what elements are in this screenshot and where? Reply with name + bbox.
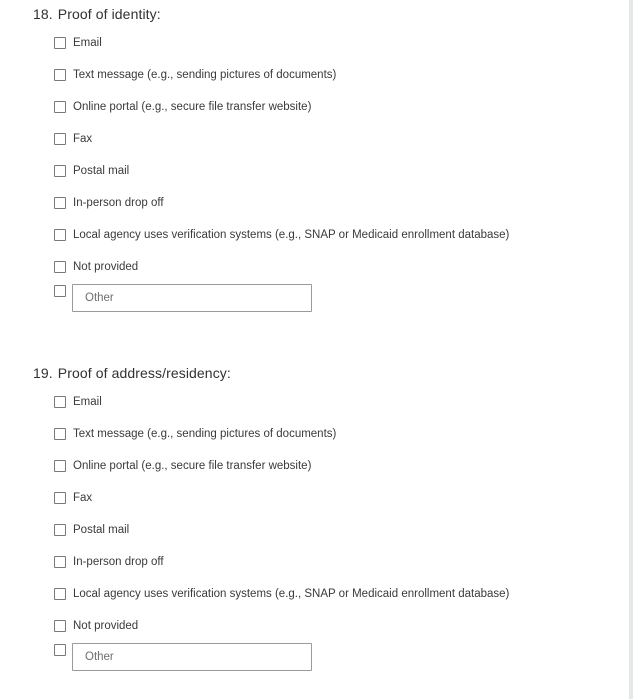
option-label[interactable]: Email [73,37,102,49]
checkbox-local-agency-verification[interactable] [54,229,66,241]
page-edge-stripe [629,0,633,699]
option-row [54,524,639,536]
other-text-input[interactable] [72,284,312,312]
checkbox-email[interactable] [54,396,66,408]
option-label[interactable]: Local agency uses verification systems (e.g., SNAP or Medicaid enrollment database) [73,588,510,600]
option-label[interactable]: Email [73,396,102,408]
checkbox-other[interactable] [54,644,66,656]
option-label[interactable]: Text message (e.g., sending pictures of documents) [73,69,337,81]
option-label[interactable]: Fax [73,492,93,504]
checkbox-text-message[interactable] [54,428,66,440]
checkbox-postal-mail[interactable] [54,165,66,177]
option-row [54,588,639,600]
checkbox-online-portal[interactable] [54,101,66,113]
option-row [54,69,639,81]
option-label[interactable]: Postal mail [73,165,130,177]
option-row [54,492,639,504]
option-label[interactable]: Not provided [73,620,139,632]
checkbox-postal-mail[interactable] [54,524,66,536]
option-label[interactable]: Fax [73,133,93,145]
checkbox-not-provided[interactable] [54,261,66,273]
option-row [54,37,639,49]
option-row [54,165,639,177]
option-row [54,133,639,145]
question-19 [33,365,639,671]
other-text-input[interactable] [72,643,312,671]
option-label[interactable]: Local agency uses verification systems (e.g., SNAP or Medicaid enrollment database) [73,229,510,241]
option-label[interactable]: Text message (e.g., sending pictures of documents) [73,428,337,440]
option-label[interactable]: Online portal (e.g., secure file transfer website) [73,460,312,472]
checkbox-not-provided[interactable] [54,620,66,632]
option-label[interactable]: Postal mail [73,524,130,536]
option-row [54,556,639,568]
question-18 [33,6,639,312]
checkbox-in-person-drop-off[interactable] [54,556,66,568]
checkbox-local-agency-verification[interactable] [54,588,66,600]
option-label[interactable]: Not provided [73,261,139,273]
checkbox-other[interactable] [54,285,66,297]
checkbox-online-portal[interactable] [54,460,66,472]
option-row [54,620,639,632]
question-number: 19. [33,365,53,381]
option-row [54,197,639,209]
option-row-other [54,643,639,671]
option-row [54,101,639,113]
option-row [54,460,639,472]
option-row [54,229,639,241]
checkbox-fax[interactable] [54,133,66,145]
option-row [54,428,639,440]
question-title [33,365,639,381]
option-row [54,396,639,408]
option-label[interactable]: In-person drop off [73,556,164,568]
checkbox-email[interactable] [54,37,66,49]
question-title-text: Proof of identity: [57,6,161,22]
options-list [54,37,639,312]
question-title [33,6,639,22]
option-label[interactable]: Online portal (e.g., secure file transfer website) [73,101,312,113]
option-row [54,261,639,273]
question-title-text: Proof of address/residency: [57,365,231,381]
option-row-other [54,284,639,312]
checkbox-in-person-drop-off[interactable] [54,197,66,209]
checkbox-fax[interactable] [54,492,66,504]
options-list [54,396,639,671]
checkbox-text-message[interactable] [54,69,66,81]
question-number: 18. [33,6,53,22]
option-label[interactable]: In-person drop off [73,197,164,209]
